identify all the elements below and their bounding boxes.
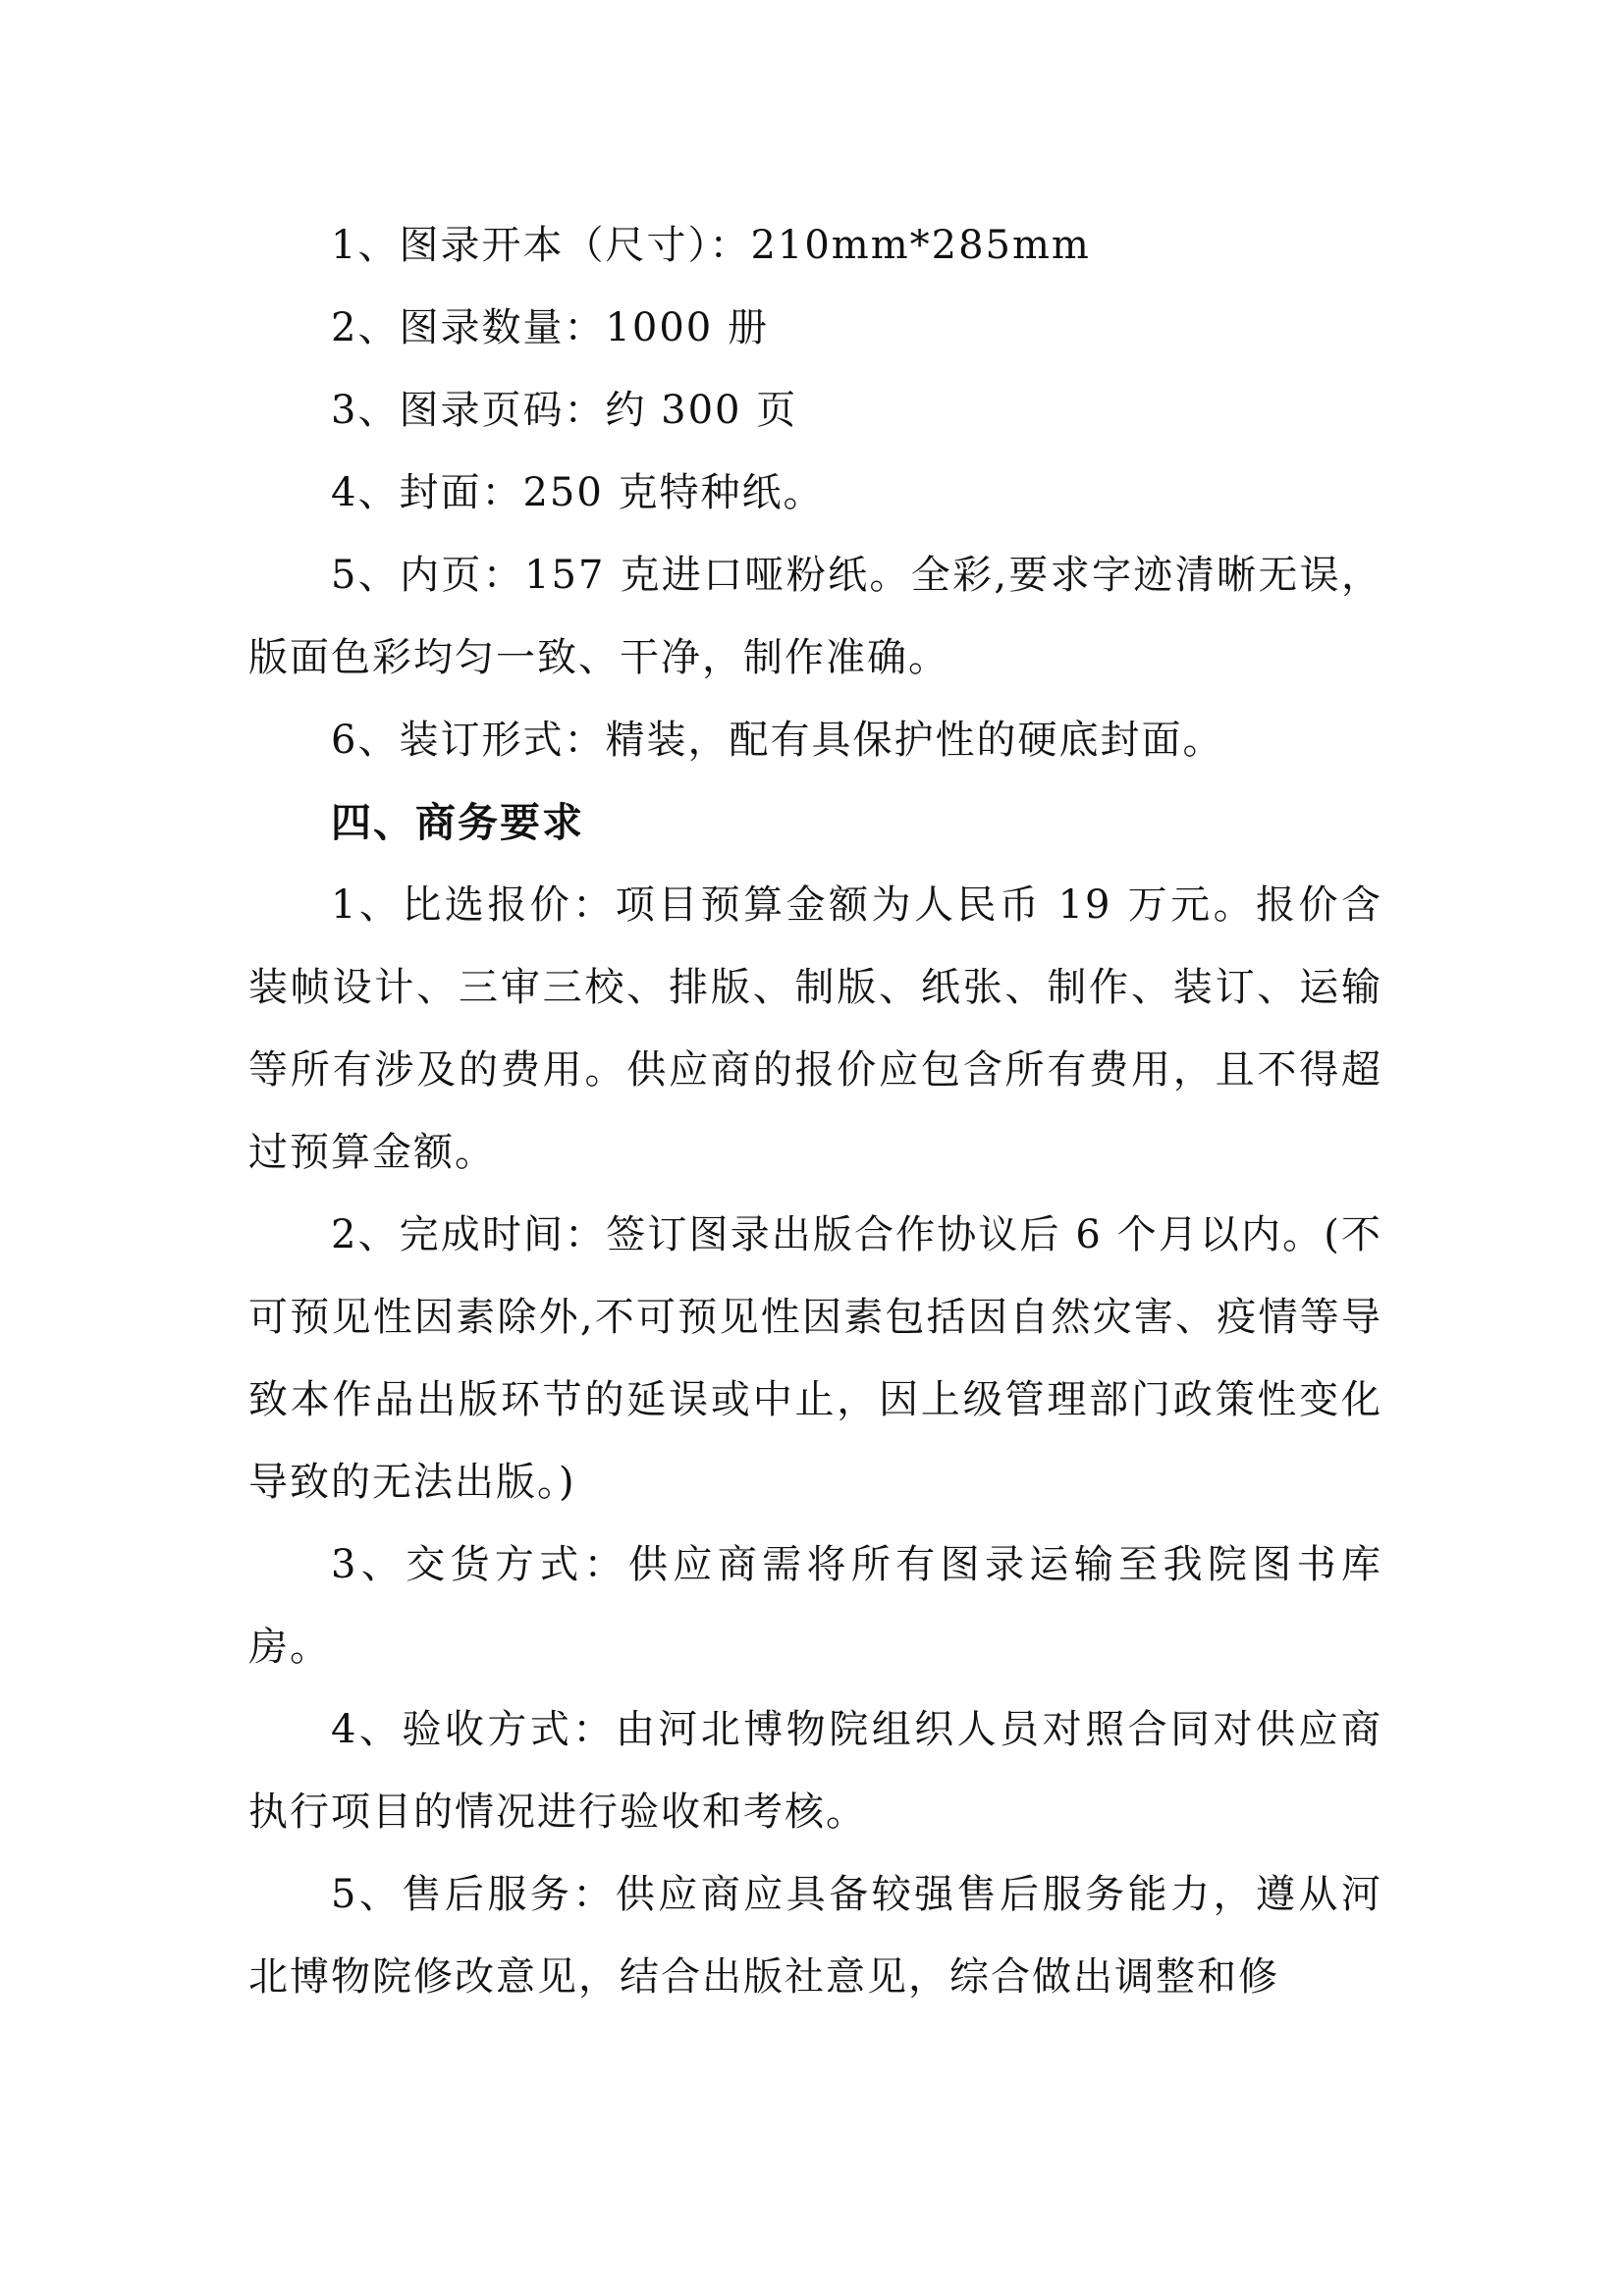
spec-item-pages: 3、图录页码：约 300 页 — [331, 388, 798, 433]
spec-item-binding: 6、装订形式：精装，配有具保护性的硬底封面。 — [331, 718, 1224, 763]
business-item-completion-time: 2、完成时间：签订图录出版合作协议后 6 个月以内。(不可预见性因素除外,不可预见性因素包括因自然灾害、疫情等导致本作品出版环节的延误或中止，因上级管理部门政策性变化导致的无法出版。) — [248, 1212, 1382, 1505]
business-item-delivery: 3、交货方式：供应商需将所有图录运输至我院图书库房。 — [248, 1542, 1382, 1670]
spec-item-size: 1、图录开本（尺寸）：210mm*285mm — [331, 223, 1091, 268]
business-item-acceptance: 4、验收方式：由河北博物院组织人员对照合同对供应商执行项目的情况进行验收和考核。 — [248, 1707, 1382, 1835]
business-item-quote: 1、比选报价：项目预算金额为人民币 19 万元。报价含装帧设计、三审三校、排版、制版、纸张、制作、装订、运输等所有涉及的费用。供应商的报价应包含所有费用，且不得超过预算金额。 — [248, 882, 1382, 1175]
spec-item-quantity: 2、图录数量：1000 册 — [331, 305, 769, 350]
spec-item-inner-pages: 5、内页：157 克进口哑粉纸。全彩,要求字迹清晰无误，版面色彩均匀一致、干净，制作准确。 — [248, 553, 1382, 680]
spec-item-cover: 4、封面：250 克特种纸。 — [331, 470, 825, 515]
business-item-after-sales: 5、售后服务：供应商应具备较强售后服务能力，遵从河北博物院修改意见，结合出版社意见，综合做出调整和修 — [248, 1872, 1382, 2000]
document-body — [248, 204, 1382, 2018]
section-heading-business: 四、商务要求 — [331, 799, 584, 846]
